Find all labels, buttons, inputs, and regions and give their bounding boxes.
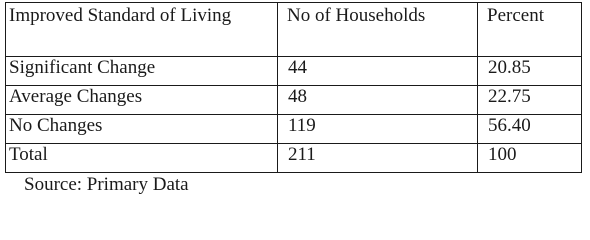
- households-value: 211: [278, 144, 478, 173]
- table-header-row: [6, 3, 582, 57]
- households-value: 48: [278, 86, 478, 115]
- row-label: Significant Change: [6, 57, 278, 86]
- row-label: Average Changes: [6, 86, 278, 115]
- percent-value: 100: [478, 144, 582, 173]
- source-note: Source: Primary Data: [24, 174, 189, 195]
- table-row: [6, 115, 582, 144]
- table-row: [6, 86, 582, 115]
- households-table: [5, 2, 582, 173]
- table-row-total: [6, 144, 582, 173]
- row-label: No Changes: [6, 115, 278, 144]
- percent-value: 20.85: [478, 57, 582, 86]
- row-label: Total: [6, 144, 278, 173]
- households-value: 119: [278, 115, 478, 144]
- header-no-of-households: No of Households: [278, 3, 478, 57]
- header-percent: Percent: [478, 3, 582, 57]
- percent-value: 56.40: [478, 115, 582, 144]
- header-improved-standard-of-living: Improved Standard of Living: [6, 3, 278, 57]
- table-row: [6, 57, 582, 86]
- households-value: 44: [278, 57, 478, 86]
- percent-value: 22.75: [478, 86, 582, 115]
